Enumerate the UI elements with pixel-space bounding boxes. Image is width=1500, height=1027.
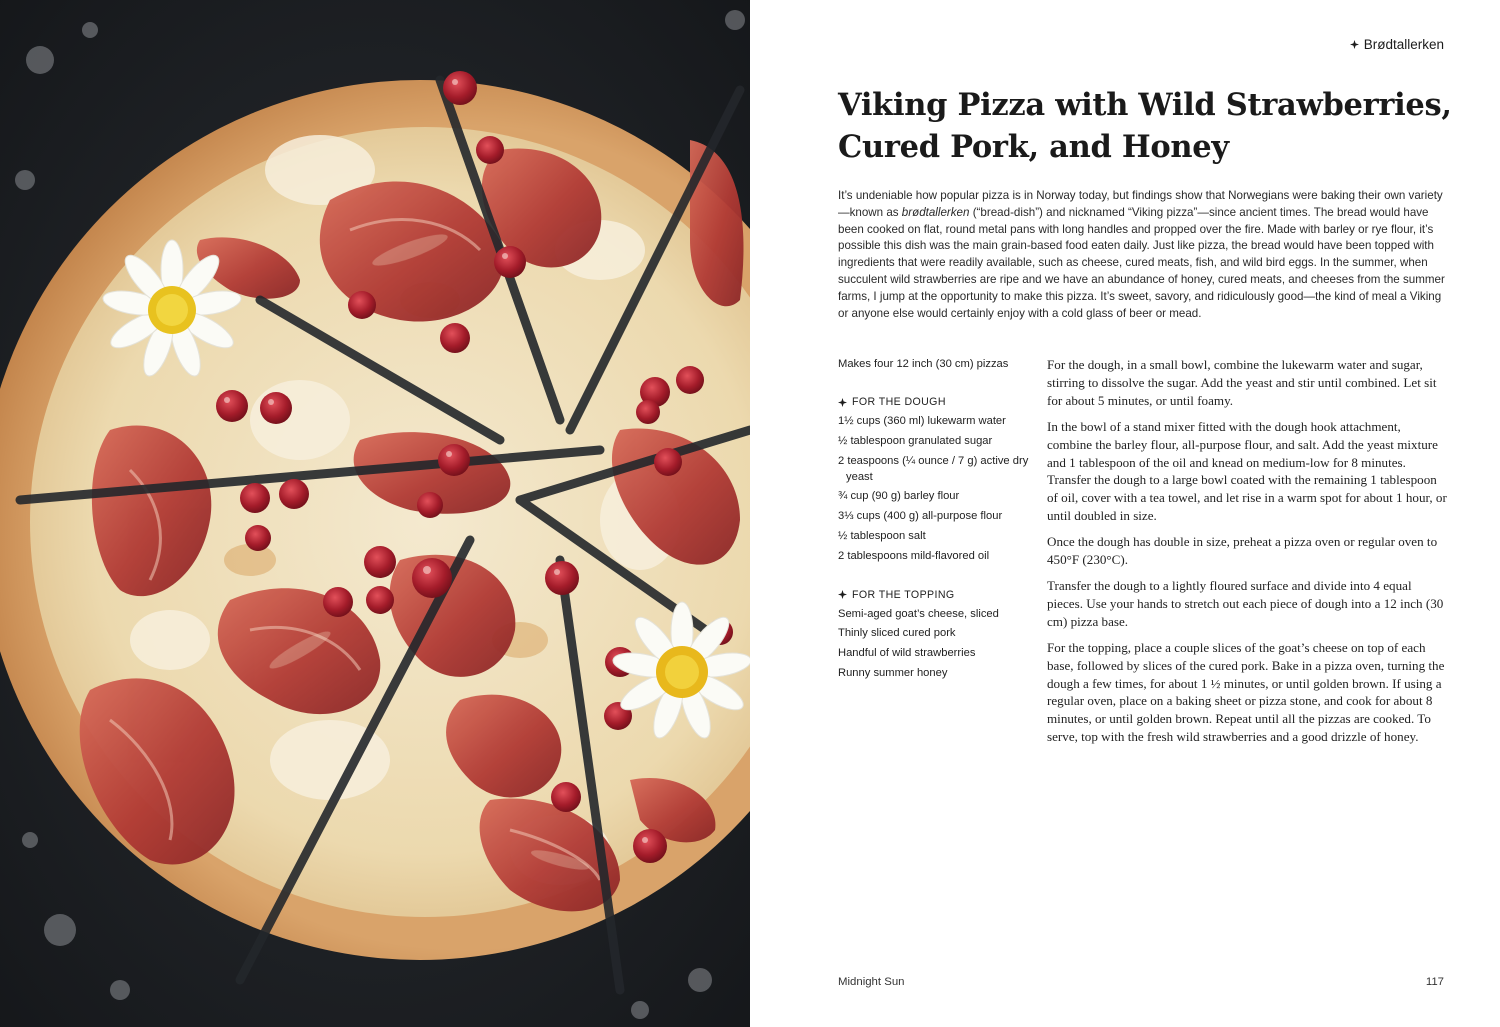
- recipe-title-line-1: Viking Pizza with Wild Strawberries,: [838, 87, 1452, 123]
- recipe-title-line-2: Cured Pork, and Honey: [838, 129, 1229, 165]
- section-tag-label: Brødtallerken: [1363, 37, 1444, 52]
- dough-heading: [838, 394, 1034, 410]
- intro-text-part-1: It’s undeniable how popular pizza is in Norway today, but findings show that Norwegians were baking their own variety—known as: [838, 189, 1443, 219]
- method-step: Once the dough has double in size, preheat a pizza oven or regular oven to 450°F (230°C).: [1047, 534, 1438, 568]
- recipe-title: [838, 84, 1458, 168]
- ingredient-item: ¾ cup (90 g) barley flour: [838, 490, 960, 503]
- ingredient-item: ½ tablespoon salt: [838, 529, 926, 542]
- ingredient-item: ½ tablespoon granulated sugar: [838, 434, 993, 447]
- section-tag: [1350, 37, 1444, 52]
- ingredient-item: 3⅓ cups (400 g) all-purpose flour: [838, 510, 1003, 523]
- ingredient-item: Handful of wild strawberries: [838, 647, 976, 660]
- method-step: For the topping, place a couple slices of the goat’s cheese on top of each base, followed by slices of the cured pork. Bake in a pizza oven, turning the dough a few times, for about 1 ½ minutes, or until golden brown. If using a regular oven, place on a baking sheet or pizza stone, and cook for about 8 minutes, or until golden brown. Repeat until all the pizzas are cooked. To serve, top with the fresh wild strawberries and a good drizzle of honey.: [1047, 639, 1445, 745]
- method-column: [1047, 356, 1449, 754]
- dough-ingredient-list: [838, 413, 1034, 564]
- dough-heading-label: FOR THE DOUGH: [852, 396, 946, 408]
- method-step: In the bowl of a stand mixer fitted with the dough hook attachment, combine the barley flour, all-purpose flour, and salt. Add the yeast mixture and 1 tablespoon of the oil and knead on medium-low for 8 minutes. Transfer the dough to a large bowl coated with the remaining 1 tablespoon of oil, cover with a tea towel, and let rise in a warm spot for about 1 hour, or until doubled in size.: [1047, 418, 1447, 524]
- topping-heading-label: FOR THE TOPPING: [852, 588, 955, 601]
- diamond-ornament-icon: [838, 398, 847, 407]
- intro-italic-term: brødtallerken: [901, 205, 970, 219]
- method-step: Transfer the dough to a lightly floured surface and divide into 4 equal pieces. Use your hands to stretch out each piece of dough into a 12 inch (30 cm) pizza base.: [1047, 577, 1444, 629]
- ingredient-item: 2 tablespoons mild-flavored oil: [838, 549, 990, 562]
- topping-heading: [838, 587, 1034, 603]
- ingredients-column: [838, 356, 1034, 685]
- ingredient-item: Thinly sliced cured pork: [838, 627, 956, 640]
- recipe-page: [750, 0, 1500, 1027]
- footer-book-title: Midnight Sun: [838, 976, 905, 988]
- ingredient-item: Semi-aged goat’s cheese, sliced: [838, 607, 999, 620]
- ingredient-item: 2 teaspoons (¼ ounce / 7 g) active dry yeast: [838, 454, 1029, 483]
- ingredient-item: Runny summer honey: [838, 666, 948, 679]
- yield-line: Makes four 12 inch (30 cm) pizzas: [838, 358, 1009, 370]
- ingredient-item: 1½ cups (360 ml) lukewarm water: [838, 415, 1006, 427]
- method-step: For the dough, in a small bowl, combine the lukewarm water and sugar, stirring to dissolve the sugar. Add the yeast and stir until combined. Let sit for about 5 minutes, or until foamy.: [1047, 357, 1437, 408]
- diamond-ornament-icon: [838, 590, 847, 599]
- recipe-intro: [838, 188, 1446, 322]
- intro-text-part-2: (“bread-dish”) and nicknamed “Viking pizza”—since ancient times. The bread would have been cooked on flat, round metal pans with long handles and propped over the fire. Made with barley or rye flour, it’s possible this dish was the main grain-based food eaten daily. Just like pizza, the bread would have been topped with ingredients that were readily available, such as cheese, cured meats, fish, and wild bird eggs. In the summer, when succulent wild strawberries are ripe and we have an abundance of honey, cured meats, and cheeses from the summer farms, I jump at the opportunity to make this pizza. It’s sweet, savory, and ridiculously good—the kind of meal a Viking or anyone else would certainly enjoy with a cold glass of beer or mead.: [838, 205, 1445, 320]
- footer-page-number: 117: [1425, 976, 1444, 988]
- topping-ingredient-list: [838, 606, 1034, 681]
- diamond-ornament-icon: [1350, 40, 1359, 49]
